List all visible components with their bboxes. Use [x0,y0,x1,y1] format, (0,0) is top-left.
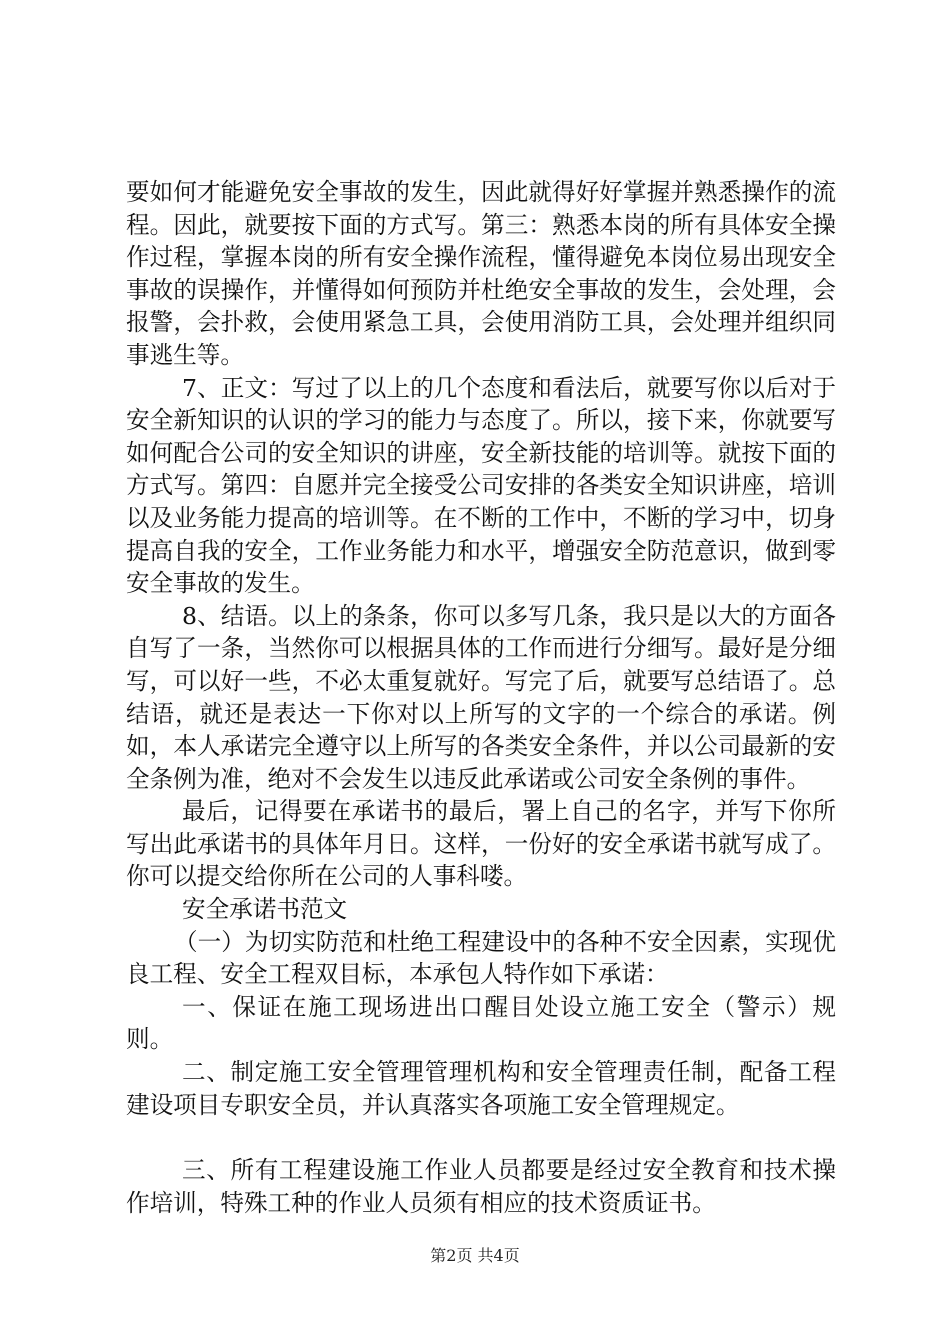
section-heading: 安全承诺书范文 [182,895,348,924]
paragraph-1: 要如何才能避免安全事故的发生，因此就得好好掌握并熟悉操作的流程。因此，就要按下面的方式写。第三：熟悉本岗的所有具体安全操作过程，掌握本岗的所有安全操作流程，懂得避免本岗位易出现安全事故的误操作，并懂得如何预防并杜绝安全事故的发生，会处理，会报警，会扑救，会使用紧急工具，会使用消防工具，会处理并组织同事逃生等。 [126,178,836,369]
paragraph-spacer [126,1121,836,1154]
document-body [126,176,836,1219]
paragraph-6: （一）为切实防范和杜绝工程建设中的各种不安全因素，实现优良工程、安全工程双目标，本承包人特作如下承诺： [126,927,836,989]
paragraph-9: 三、所有工程建设施工作业人员都要是经过安全教育和技术操作培训，特殊工种的作业人员须有相应的技术资质证书。 [126,1156,836,1217]
paragraph-3: 8、结语。以上的条条，你可以多写几条，我只是以大的方面各自写了一条，当然你可以根据具体的工作而进行分细写。最好是分细写，可以好一些，不必太重复就好。写完了后，就要写总结语了。总结语，就还是表达一下你对以上所写的文字的一个综合的承诺。例如，本人承诺完全遵守以上所写的各类安全条件，并以公司最新的安全条例为准，绝对不会发生以违反此承诺或公司安全条例的事件。 [126,601,836,793]
paragraph-2: 7、正文：写过了以上的几个态度和看法后，就要写你以后对于安全新知识的认识的学习的能力与态度了。所以，接下来，你就要写如何配合公司的安全知识的讲座，安全新技能的培训等。就按下面的方式写。第四：自愿并完全接受公司安排的各类安全知识讲座，培训以及业务能力提高的培训等。在不断的工作中，不断的学习中，切身提高自我的安全，工作业务能力和水平，增强安全防范意识，做到零安全事故的发生。 [126,373,836,598]
paragraph-4: 最后，记得要在承诺书的最后，署上自己的名字，并写下你所写出此承诺书的具体年月日。这样，一份好的安全承诺书就写成了。你可以提交给你所在公司的人事科喽。 [126,797,836,891]
paragraph-8: 二、制定施工安全管理管理机构和安全管理责任制，配备工程建设项目专职安全员，并认真落实各项施工安全管理规定。 [126,1058,836,1119]
page-number-footer: 第2页 共4页 [430,1246,520,1265]
paragraph-7: 一、保证在施工现场进出口醒目处设立施工安全（警示）规则。 [126,992,836,1054]
